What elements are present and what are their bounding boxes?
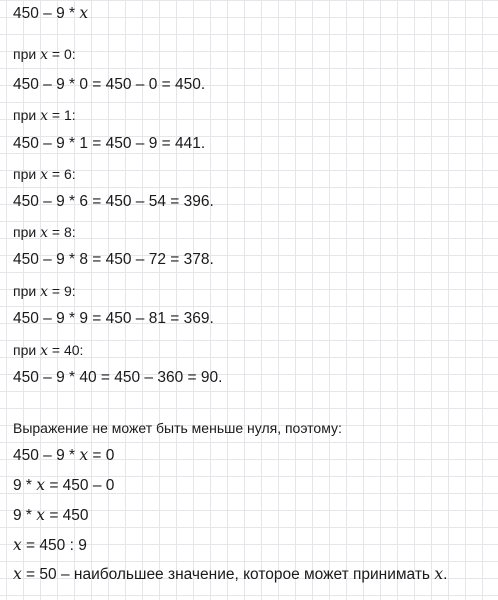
equation-right: = 450 : 9 [21, 537, 87, 554]
case-value: = 40: [47, 342, 84, 358]
case-value: = 8: [47, 224, 76, 240]
equation-line-1 [13, 445, 114, 466]
variable-x: x [40, 47, 48, 63]
expression-line [13, 3, 88, 24]
equation-right: = 450 – 0 [45, 477, 115, 494]
equation-line-3 [13, 505, 89, 526]
answer-period: . [443, 566, 448, 583]
calc-text: 450 – 9 * 9 = 450 – 81 = 369. [13, 310, 214, 327]
conclusion-sentence: Выражение не может быть меньше нуля, поэтому: [13, 420, 342, 436]
case-label-9 [13, 281, 76, 302]
case-label-6 [13, 164, 76, 185]
expression-text: 450 – 9 * [13, 5, 80, 22]
equation-line-2 [13, 475, 114, 496]
calc-line-40 [13, 368, 222, 388]
case-label-0 [13, 44, 76, 65]
variable-x: x [13, 536, 22, 554]
case-prefix: при [13, 283, 41, 299]
variable-x: x [79, 4, 89, 22]
case-label-8 [13, 222, 76, 243]
variable-x: x [13, 565, 22, 583]
case-value: = 9: [47, 283, 76, 299]
case-prefix: при [13, 342, 41, 358]
variable-x: x [40, 108, 48, 124]
variable-x: x [36, 506, 46, 524]
equation-right: = 0 [88, 447, 115, 464]
variable-x: x [40, 167, 48, 183]
equation-line-4 [13, 535, 87, 556]
case-prefix: при [13, 224, 41, 240]
equation-right: = 450 [45, 507, 89, 524]
equation-left: 9 * [13, 507, 37, 524]
case-prefix: при [13, 166, 41, 182]
variable-x: x [79, 446, 89, 464]
calc-line-6 [13, 192, 214, 212]
calc-text: 450 – 9 * 40 = 450 – 360 = 90. [13, 369, 223, 386]
variable-x: x [40, 284, 48, 300]
case-label-1 [13, 105, 76, 126]
calc-line-0 [13, 75, 205, 95]
calc-text: 450 – 9 * 0 = 450 – 0 = 450. [13, 76, 206, 93]
calc-text: 450 – 9 * 1 = 450 – 9 = 441. [13, 135, 206, 152]
case-value: = 1: [47, 107, 76, 123]
calc-line-1 [13, 134, 205, 154]
case-value: = 0: [47, 46, 76, 62]
calc-line-8 [13, 250, 214, 270]
calc-text: 450 – 9 * 6 = 450 – 54 = 396. [13, 193, 214, 210]
case-prefix: при [13, 46, 41, 62]
answer-line [13, 564, 447, 585]
case-label-40 [13, 340, 83, 361]
calc-text: 450 – 9 * 8 = 450 – 72 = 378. [13, 251, 214, 268]
variable-x: x [40, 343, 48, 359]
equation-left: 450 – 9 * [13, 447, 80, 464]
case-value: = 6: [47, 166, 76, 182]
conclusion-text [13, 418, 342, 438]
variable-x: x [36, 476, 46, 494]
equation-left: 9 * [13, 477, 37, 494]
variable-x: x [434, 565, 444, 583]
variable-x: x [40, 225, 48, 241]
calc-line-9 [13, 309, 214, 329]
answer-text: = 50 – наибольшее значение, которое может принимать [21, 566, 435, 583]
case-prefix: при [13, 107, 41, 123]
